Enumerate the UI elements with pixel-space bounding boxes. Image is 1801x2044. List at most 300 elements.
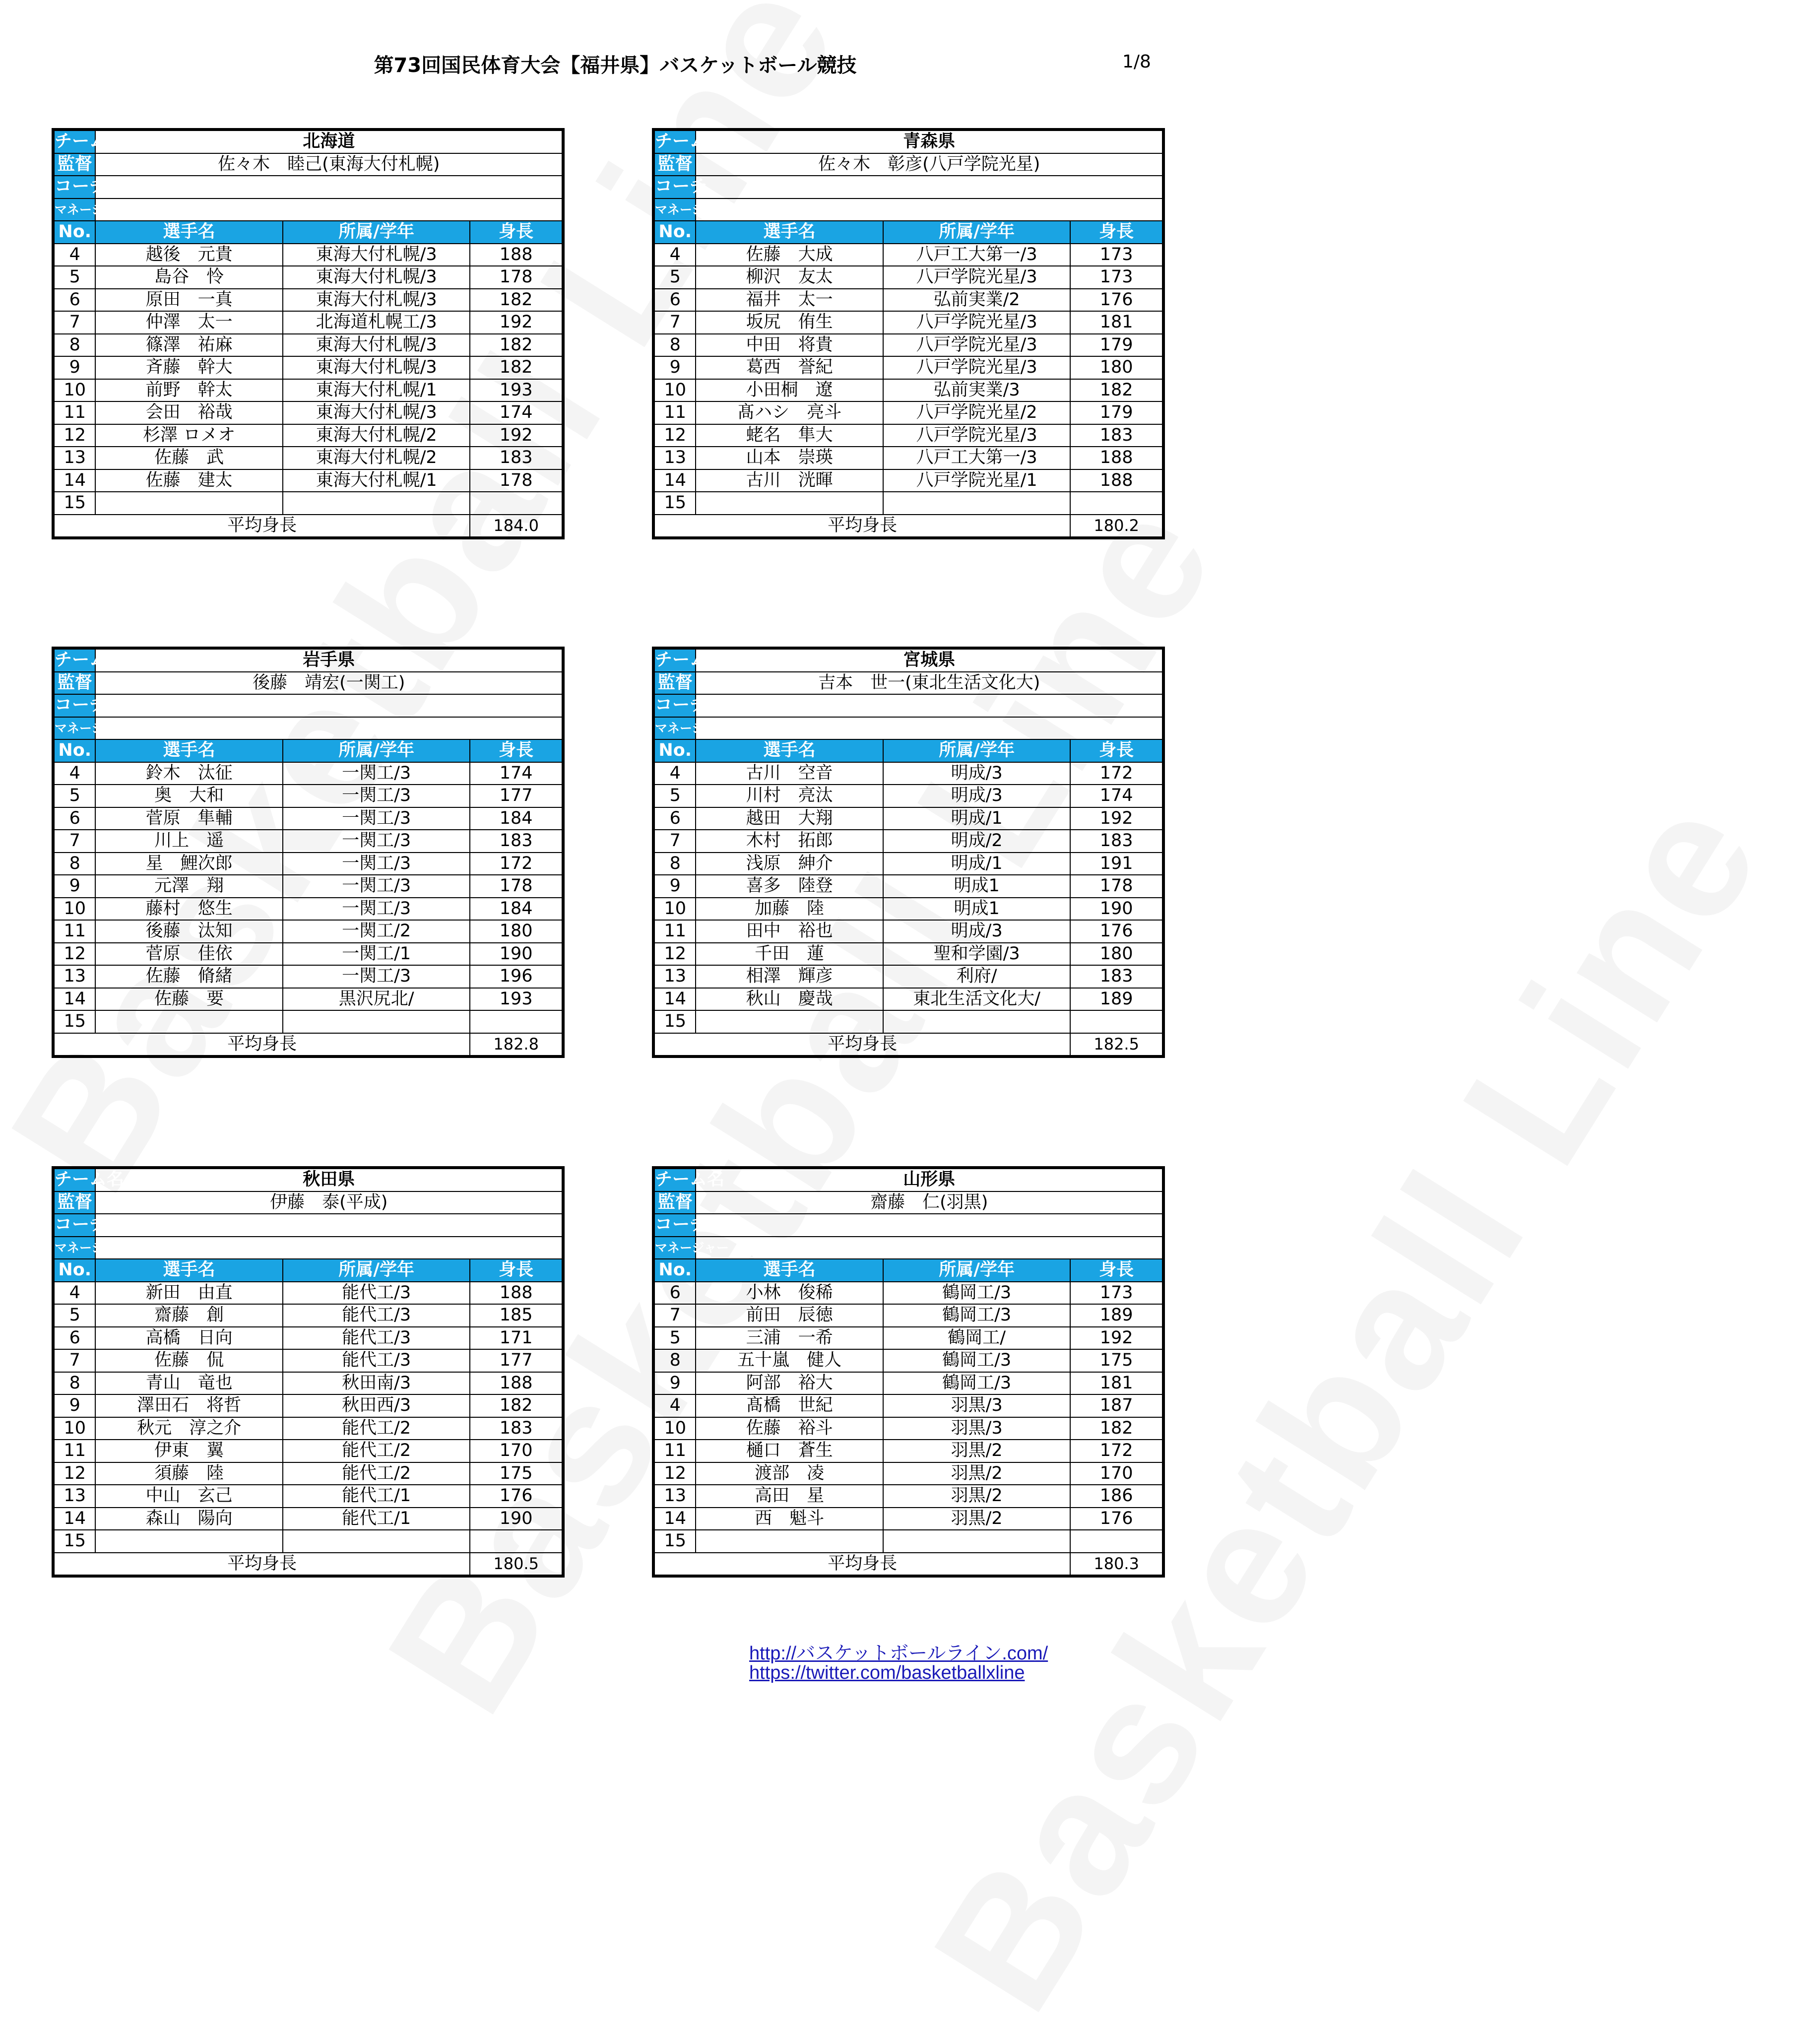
info-row xyxy=(53,1214,563,1237)
footer-link-twitter[interactable]: https://twitter.com/basketballxline xyxy=(749,1662,1025,1683)
player-name: 高橋 日向 xyxy=(95,1327,282,1350)
player-name: 田中 裕也 xyxy=(696,920,883,943)
player-row xyxy=(653,1440,1163,1462)
player-row xyxy=(53,920,563,943)
player-height: 175 xyxy=(470,1462,563,1485)
player-row xyxy=(653,401,1163,424)
player-number: 13 xyxy=(653,1485,696,1508)
team-table xyxy=(652,128,1165,539)
player-affiliation xyxy=(883,1010,1070,1033)
player-affiliation: 一関工/3 xyxy=(283,830,470,853)
footer-link-site[interactable]: http://バスケットボールライン.com/ xyxy=(749,1643,1048,1664)
player-row xyxy=(53,379,563,402)
player-number: 14 xyxy=(53,988,95,1011)
player-name: 青山 竜也 xyxy=(95,1372,282,1395)
player-height: 176 xyxy=(1070,920,1163,943)
player-row xyxy=(653,266,1163,289)
player-name: 山本 崇瑛 xyxy=(696,447,883,469)
manager-name xyxy=(95,717,563,740)
player-name: 仲澤 太一 xyxy=(95,311,282,334)
player-number: 12 xyxy=(53,1462,95,1485)
average-height-value: 182.5 xyxy=(1070,1033,1163,1057)
no-header: No. xyxy=(653,221,696,244)
player-name: 佐藤 建太 xyxy=(95,469,282,492)
player-height xyxy=(470,492,563,515)
player-name: 越後 元貴 xyxy=(95,244,282,266)
player-affiliation: 北海道札幌工/3 xyxy=(283,311,470,334)
player-number: 6 xyxy=(53,1327,95,1350)
player-height: 186 xyxy=(1070,1485,1163,1508)
player-affiliation: 能代工/2 xyxy=(283,1417,470,1440)
player-number: 9 xyxy=(653,1372,696,1395)
player-affiliation: 東海大付札幌/3 xyxy=(283,356,470,379)
player-row xyxy=(653,356,1163,379)
player-row xyxy=(53,1417,563,1440)
player-affiliation: 明成/3 xyxy=(883,762,1070,785)
player-height: 190 xyxy=(470,1508,563,1530)
player-row xyxy=(53,334,563,357)
player-height: 182 xyxy=(470,1394,563,1417)
player-affiliation: 弘前実業/2 xyxy=(883,289,1070,312)
player-number: 7 xyxy=(653,830,696,853)
team-name-label: チーム名 xyxy=(53,130,95,153)
player-name xyxy=(95,1010,282,1033)
player-height: 175 xyxy=(1070,1349,1163,1372)
player-height: 188 xyxy=(1070,469,1163,492)
player-height: 174 xyxy=(1070,785,1163,807)
player-name: 葛西 誉紀 xyxy=(696,356,883,379)
player-height: 170 xyxy=(470,1440,563,1462)
column-header-row xyxy=(53,221,563,244)
player-name: 古川 洸暉 xyxy=(696,469,883,492)
player-number: 14 xyxy=(653,469,696,492)
player-number: 12 xyxy=(653,424,696,447)
player-name: 佐藤 大成 xyxy=(696,244,883,266)
player-height: 182 xyxy=(1070,1417,1163,1440)
player-number: 4 xyxy=(653,762,696,785)
player-row xyxy=(53,898,563,921)
player-name: 蛯名 隼大 xyxy=(696,424,883,447)
info-row xyxy=(653,1168,1163,1191)
player-number: 10 xyxy=(53,898,95,921)
player-name: 三浦 一希 xyxy=(696,1327,883,1350)
player-height xyxy=(1070,492,1163,515)
player-height: 183 xyxy=(470,830,563,853)
player-row xyxy=(53,1462,563,1485)
player-number: 4 xyxy=(53,1282,95,1305)
player-affiliation: 能代工/3 xyxy=(283,1327,470,1350)
player-number: 15 xyxy=(53,1010,95,1033)
player-number: 6 xyxy=(53,807,95,830)
info-row xyxy=(653,198,1163,221)
player-affiliation xyxy=(883,492,1070,515)
player-name: 島谷 怜 xyxy=(95,266,282,289)
height-header: 身長 xyxy=(1070,739,1163,762)
player-affiliation: 東海大付札幌/1 xyxy=(283,379,470,402)
player-affiliation: 能代工/2 xyxy=(283,1440,470,1462)
player-number: 14 xyxy=(653,1508,696,1530)
player-affiliation: 明成1 xyxy=(883,875,1070,898)
player-number: 4 xyxy=(653,1394,696,1417)
average-height-value: 180.3 xyxy=(1070,1553,1163,1577)
player-affiliation: 羽黒/2 xyxy=(883,1462,1070,1485)
player-header: 選手名 xyxy=(95,221,282,244)
average-row xyxy=(53,1553,563,1577)
player-affiliation: 明成/3 xyxy=(883,785,1070,807)
player-affiliation: 明成/1 xyxy=(883,807,1070,830)
player-affiliation: 東海大付札幌/3 xyxy=(283,289,470,312)
player-number: 9 xyxy=(53,1394,95,1417)
player-row xyxy=(53,401,563,424)
player-height: 196 xyxy=(470,965,563,988)
player-affiliation xyxy=(283,1010,470,1033)
player-name: 柳沢 友太 xyxy=(696,266,883,289)
player-affiliation: 秋田南/3 xyxy=(283,1372,470,1395)
player-row xyxy=(53,1372,563,1395)
player-height: 172 xyxy=(1070,762,1163,785)
player-height: 183 xyxy=(470,447,563,469)
player-affiliation xyxy=(283,1530,470,1553)
player-number: 7 xyxy=(53,311,95,334)
info-row xyxy=(653,130,1163,153)
player-name: 斉藤 幹大 xyxy=(95,356,282,379)
player-number: 15 xyxy=(653,1530,696,1553)
affiliation-header: 所属/学年 xyxy=(283,1259,470,1282)
player-affiliation: 東海大付札幌/1 xyxy=(283,469,470,492)
info-row xyxy=(653,153,1163,176)
player-affiliation: 八戸学院光星/3 xyxy=(883,266,1070,289)
average-height-label: 平均身長 xyxy=(653,1553,1070,1577)
player-number: 6 xyxy=(653,1282,696,1305)
player-affiliation: 黒沢尻北/ xyxy=(283,988,470,1011)
player-row xyxy=(653,492,1163,515)
player-row xyxy=(653,424,1163,447)
player-row xyxy=(53,830,563,853)
info-row xyxy=(53,1191,563,1214)
player-row xyxy=(53,1394,563,1417)
team-table xyxy=(652,1166,1165,1578)
player-number: 14 xyxy=(653,988,696,1011)
info-row xyxy=(53,130,563,153)
assistant-name xyxy=(696,1214,1163,1237)
assistant-label: コーチ xyxy=(53,694,95,717)
no-header: No. xyxy=(53,1259,95,1282)
player-row xyxy=(653,943,1163,966)
player-name: 会田 裕哉 xyxy=(95,401,282,424)
info-row xyxy=(53,153,563,176)
player-row xyxy=(653,920,1163,943)
player-row xyxy=(653,898,1163,921)
average-row xyxy=(653,1553,1163,1577)
player-height: 177 xyxy=(470,785,563,807)
player-name: 西 魁斗 xyxy=(696,1508,883,1530)
player-row xyxy=(53,1485,563,1508)
player-height: 176 xyxy=(470,1485,563,1508)
player-row xyxy=(53,762,563,785)
player-row xyxy=(53,853,563,875)
player-number: 14 xyxy=(53,1508,95,1530)
player-number: 12 xyxy=(53,424,95,447)
player-number: 8 xyxy=(653,1349,696,1372)
player-affiliation: 一関工/3 xyxy=(283,785,470,807)
player-row xyxy=(53,311,563,334)
player-name: 中山 玄己 xyxy=(95,1485,282,1508)
player-affiliation xyxy=(883,1530,1070,1553)
player-height: 177 xyxy=(470,1349,563,1372)
player-height: 179 xyxy=(1070,401,1163,424)
player-affiliation: 明成/2 xyxy=(883,830,1070,853)
player-number: 13 xyxy=(653,965,696,988)
player-number: 5 xyxy=(653,266,696,289)
player-number: 13 xyxy=(53,1485,95,1508)
player-number: 7 xyxy=(653,1304,696,1327)
player-number: 13 xyxy=(53,447,95,469)
player-affiliation: 一関工/3 xyxy=(283,898,470,921)
team-table xyxy=(52,647,565,1058)
player-name: 星 鯉次郎 xyxy=(95,853,282,875)
player-number: 11 xyxy=(653,920,696,943)
player-name: 福井 太一 xyxy=(696,289,883,312)
player-row xyxy=(653,1530,1163,1553)
manager-label: マネージャー xyxy=(653,717,696,740)
player-number: 11 xyxy=(53,401,95,424)
coach-label: 監督 xyxy=(653,1191,696,1214)
player-number: 12 xyxy=(53,943,95,966)
player-height xyxy=(1070,1010,1163,1033)
player-number: 4 xyxy=(53,244,95,266)
player-affiliation: 秋田西/3 xyxy=(283,1394,470,1417)
player-height: 173 xyxy=(1070,1282,1163,1305)
player-name xyxy=(696,492,883,515)
player-number: 6 xyxy=(53,289,95,312)
player-row xyxy=(653,785,1163,807)
player-affiliation xyxy=(283,492,470,515)
info-row xyxy=(53,1237,563,1259)
manager-name xyxy=(95,198,563,221)
manager-name xyxy=(696,198,1163,221)
team-table xyxy=(652,647,1165,1058)
player-number: 5 xyxy=(53,1304,95,1327)
height-header: 身長 xyxy=(1070,1259,1163,1282)
player-height: 192 xyxy=(470,311,563,334)
player-name: 千田 蓮 xyxy=(696,943,883,966)
coach-name: 伊藤 泰(平成) xyxy=(95,1191,563,1214)
player-row xyxy=(53,356,563,379)
player-number: 9 xyxy=(653,875,696,898)
player-number: 15 xyxy=(53,1530,95,1553)
manager-name xyxy=(696,1237,1163,1259)
player-number: 15 xyxy=(653,1010,696,1033)
average-row xyxy=(653,515,1163,538)
player-row xyxy=(53,807,563,830)
player-row xyxy=(53,447,563,469)
player-row xyxy=(653,853,1163,875)
player-name: 髙橋 世紀 xyxy=(696,1394,883,1417)
player-height: 182 xyxy=(470,289,563,312)
player-row xyxy=(653,311,1163,334)
player-height xyxy=(470,1530,563,1553)
team-table xyxy=(52,128,565,539)
average-height-label: 平均身長 xyxy=(653,515,1070,538)
player-height: 183 xyxy=(470,1417,563,1440)
column-header-row xyxy=(53,1259,563,1282)
manager-name xyxy=(95,1237,563,1259)
player-height: 174 xyxy=(470,401,563,424)
assistant-name xyxy=(95,1214,563,1237)
team-name-label: チーム名 xyxy=(653,648,696,672)
manager-name xyxy=(696,717,1163,740)
player-name: 渡部 凌 xyxy=(696,1462,883,1485)
player-affiliation: 弘前実業/3 xyxy=(883,379,1070,402)
player-height: 190 xyxy=(470,943,563,966)
column-header-row xyxy=(653,221,1163,244)
player-affiliation: 一関工/2 xyxy=(283,920,470,943)
player-row xyxy=(653,447,1163,469)
player-height: 180 xyxy=(470,920,563,943)
player-affiliation: 八戸学院光星/3 xyxy=(883,424,1070,447)
player-height: 180 xyxy=(1070,943,1163,966)
player-height: 178 xyxy=(470,875,563,898)
player-affiliation: 羽黒/2 xyxy=(883,1440,1070,1462)
player-affiliation: 聖和学園/3 xyxy=(883,943,1070,966)
player-name: 浅原 紳介 xyxy=(696,853,883,875)
player-height: 178 xyxy=(470,469,563,492)
info-row xyxy=(653,176,1163,198)
player-height: 172 xyxy=(1070,1440,1163,1462)
player-name: 菅原 隼輔 xyxy=(95,807,282,830)
player-name: 中田 将貴 xyxy=(696,334,883,357)
player-row xyxy=(53,1508,563,1530)
team-name-label: チーム名 xyxy=(53,648,95,672)
player-name: 須藤 陸 xyxy=(95,1462,282,1485)
player-height: 188 xyxy=(470,1282,563,1305)
player-affiliation: 東海大付札幌/3 xyxy=(283,244,470,266)
player-row xyxy=(653,1508,1163,1530)
team-name: 秋田県 xyxy=(95,1168,563,1191)
player-row xyxy=(53,1304,563,1327)
player-affiliation: 羽黒/2 xyxy=(883,1508,1070,1530)
coach-label: 監督 xyxy=(53,672,95,695)
assistant-label: コーチ xyxy=(653,1214,696,1237)
player-height: 188 xyxy=(470,244,563,266)
coach-label: 監督 xyxy=(53,1191,95,1214)
player-height: 173 xyxy=(1070,244,1163,266)
player-name: 川上 遥 xyxy=(95,830,282,853)
player-number: 10 xyxy=(653,379,696,402)
player-name: 澤田石 将哲 xyxy=(95,1394,282,1417)
player-height: 179 xyxy=(1070,334,1163,357)
player-height: 178 xyxy=(1070,875,1163,898)
player-name: 喜多 陸登 xyxy=(696,875,883,898)
player-number: 8 xyxy=(653,853,696,875)
player-name: 篠澤 祐麻 xyxy=(95,334,282,357)
info-row xyxy=(653,648,1163,672)
player-name: 越田 大翔 xyxy=(696,807,883,830)
player-name: 鈴木 汰征 xyxy=(95,762,282,785)
player-number: 12 xyxy=(653,1462,696,1485)
player-number: 5 xyxy=(653,1327,696,1350)
player-row xyxy=(653,965,1163,988)
average-height-value: 184.0 xyxy=(470,515,563,538)
player-height: 192 xyxy=(1070,807,1163,830)
player-name: 森山 陽向 xyxy=(95,1508,282,1530)
player-header: 選手名 xyxy=(95,1259,282,1282)
manager-label: マネージャー xyxy=(653,1237,696,1259)
info-row xyxy=(53,648,563,672)
no-header: No. xyxy=(53,221,95,244)
player-height: 191 xyxy=(1070,853,1163,875)
player-height: 193 xyxy=(470,379,563,402)
coach-name: 佐々木 彰彦(八戸学院光星) xyxy=(696,153,1163,176)
player-affiliation: 能代工/1 xyxy=(283,1508,470,1530)
manager-label: マネージャー xyxy=(53,1237,95,1259)
player-height: 184 xyxy=(470,898,563,921)
player-name: 菅原 佳依 xyxy=(95,943,282,966)
player-row xyxy=(653,1485,1163,1508)
player-affiliation: 東海大付札幌/3 xyxy=(283,401,470,424)
info-row xyxy=(653,1214,1163,1237)
player-row xyxy=(653,1417,1163,1440)
assistant-name xyxy=(95,176,563,198)
player-name: 阿部 裕大 xyxy=(696,1372,883,1395)
info-row xyxy=(653,1237,1163,1259)
average-row xyxy=(53,1033,563,1057)
average-height-label: 平均身長 xyxy=(653,1033,1070,1057)
player-affiliation: 能代工/3 xyxy=(283,1282,470,1305)
player-number: 7 xyxy=(53,830,95,853)
average-height-label: 平均身長 xyxy=(53,1033,470,1057)
player-row xyxy=(53,1349,563,1372)
player-row xyxy=(53,289,563,312)
player-number: 15 xyxy=(653,492,696,515)
player-row xyxy=(653,379,1163,402)
player-row xyxy=(53,943,563,966)
player-number: 8 xyxy=(53,334,95,357)
player-affiliation: 八戸学院光星/1 xyxy=(883,469,1070,492)
player-row xyxy=(653,1462,1163,1485)
player-name: 後藤 汰知 xyxy=(95,920,282,943)
no-header: No. xyxy=(53,739,95,762)
height-header: 身長 xyxy=(470,739,563,762)
player-row xyxy=(653,1327,1163,1350)
coach-name: 吉本 世一(東北生活文化大) xyxy=(696,672,1163,695)
player-number: 13 xyxy=(53,965,95,988)
player-row xyxy=(53,988,563,1011)
player-height: 180 xyxy=(1070,356,1163,379)
affiliation-header: 所属/学年 xyxy=(883,1259,1070,1282)
player-affiliation: 鶴岡工/3 xyxy=(883,1372,1070,1395)
player-number: 8 xyxy=(53,1372,95,1395)
player-number: 10 xyxy=(53,1417,95,1440)
player-number: 7 xyxy=(53,1349,95,1372)
player-affiliation: 鶴岡工/ xyxy=(883,1327,1070,1350)
player-row xyxy=(653,1372,1163,1395)
player-row xyxy=(653,1349,1163,1372)
player-affiliation: 東海大付札幌/2 xyxy=(283,424,470,447)
player-name: 五十嵐 健人 xyxy=(696,1349,883,1372)
team-name: 宮城県 xyxy=(696,648,1163,672)
player-height: 182 xyxy=(1070,379,1163,402)
player-name: 前野 幹太 xyxy=(95,379,282,402)
player-height: 178 xyxy=(470,266,563,289)
player-header: 選手名 xyxy=(696,221,883,244)
player-affiliation: 鶴岡工/3 xyxy=(883,1349,1070,1372)
average-row xyxy=(653,1033,1163,1057)
player-row xyxy=(653,830,1163,853)
player-affiliation: 能代工/2 xyxy=(283,1462,470,1485)
player-name: 小田桐 遼 xyxy=(696,379,883,402)
assistant-label: コーチ xyxy=(653,694,696,717)
